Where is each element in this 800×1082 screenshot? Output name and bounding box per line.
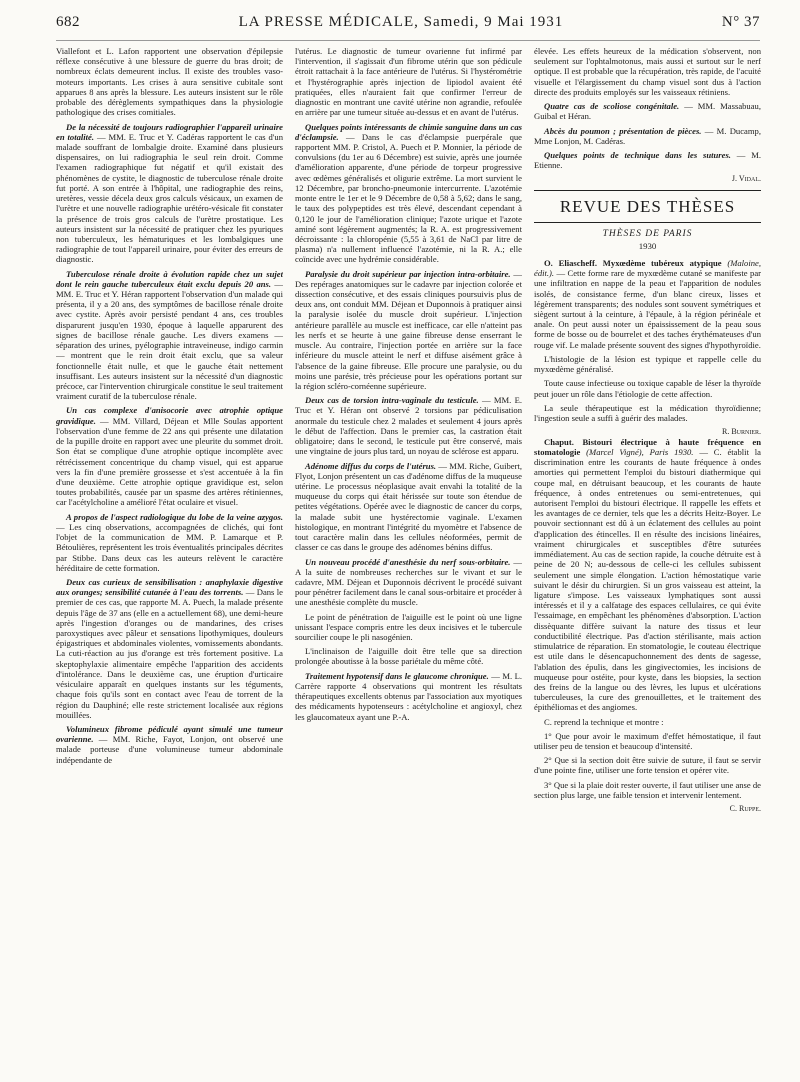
article: [295, 461, 522, 553]
list-item: 1° Que pour avoir le maximum d'effet hémostatique, il faut utiliser peu de tension et beaucoup d'intensité.: [534, 730, 761, 752]
article: [56, 269, 283, 402]
article-title: Paralysie du droit supérieur par injection intra-orbitaire.: [305, 268, 511, 279]
review-text: — Cette forme rare de myxœdème cutané se manifeste par une infiltration en nappe de la peau et l'apparition de nodules isolés, de consistance ferme, d'un blanc cireux, lisses et légèrement transparents; des nodules sont souvent symétriques et siègent surtout à la ceinture, à l'épaule, à la région périnéale et anale. On peut aussi noter un épaississement de la peau sous forme de bosse ou de bourrelet et des taches érythémateuses d'un rouge vif. Le malade présente souvent des signes d'hypothyroïdie.: [534, 268, 761, 350]
journal-title: LA PRESSE MÉDICALE, Samedi, 9 Mai 1931: [238, 14, 564, 30]
paragraph: Toute cause infectieuse ou toxique capable de léser la thyroïde peut jouer un rôle dans l'étiologie de cette affection.: [534, 378, 761, 399]
list-item: 3° Que si la plaie doit rester ouverte, il faut utiliser une anse de section plus large, une faible tension et intervenir lentement.: [534, 779, 761, 800]
article-text: — M. L. Carrère rapporte 4 observations qui montrent les résultats thérapeutiques excellents obtenus par l'association aux myotiques des médicaments hypotenseurs : acétylcholine et angioxyl, chez les glaucomateux ayant une P.-A.: [295, 670, 522, 722]
article: [295, 269, 522, 392]
review-publisher: (Maloine, édit.).: [534, 257, 761, 279]
article-text: — Des repérages anatomiques sur le cadavre par injection colorée et dissection consécutive, et des essais cliniques poursuivis plus de deux ans, ont conduit MM. Déjean et Duponnois à pratiquer ainsi la paralysie isolée du muscle droit supérieur. L'injection antérieure parallèle au muscle est inefficace, car elle n'atteint pas les nerfs et se heurte à une gaine fibreuse dense enserrant le muscle. Au contraire, l'injection portée en arrière sur la face inférieure du muscle atteint le nerf et diffuse aisément grâce à l'absence de la gaine fibreuse. Elle procure une paralysie, ou du moins une parésie, très précieuse pour les opérations portant sur la région scléro-cornéenne supérieure.: [295, 268, 522, 391]
article-title: Quatre cas de scoliose congénitale.: [544, 101, 680, 112]
article: [534, 150, 761, 170]
article: [295, 395, 522, 456]
article-title: Un cas complexe d'anisocorie avec atrophie optique gravidique.: [56, 405, 283, 426]
article: [295, 671, 522, 722]
paragraph: l'utérus. Le diagnostic de tumeur ovarienne fut infirmé par l'intervention, il s'agissait d'un fibrome utérin que son pédicule étroit rattachait à la face antérieure de l'utérus. Si l'hystérométrie et l'hystérographie après injection de lipiodol avaient été pratiquées, elles n'auraient fait que confirmer l'erreur de diagnostic en montrant une cavité utérine non agrandie, refoulée en arrière par une tumeur située au-dessus et en avant de l'utérus.: [295, 46, 522, 118]
article: [534, 126, 761, 146]
article-text: — Dans le premier de ces cas, que rapporte M. A. Puech, la malade présente depuis l'âge de 37 ans (elle en a actuellement 68), une demi-heure après l'ingestion d'oranges ou de mandarines, des crises paroxystiques avec pâleur et sensations lipothymiques, douleurs épigastriques et abdominales violentes, vomissements abondants. La cuti-réaction au jus d'orange est très fortement positive. La skeptophylaxie alimentaire empêche l'apparition des accidents d'intolérance. Dans le deuxième cas, une éruption d'urticaire vésiculaire apparaît en quelques instants sur les téguments, chaque fois qu'ils sont en contact avec l'eau de torrent de la région du Dauphiné; elle reste strictement localisée aux régions mouillées.: [56, 587, 283, 720]
text-columns: [56, 46, 762, 1076]
paragraph: élevée. Les effets heureux de la médication s'observent, non seulement sur l'ophtalmotonus, mais aussi et surtout sur le nerf optique. Il est probable que la récupération, très rapide, de l'acuité visuelle et l'élargissement du champ visuel sont dus à l'action directe des produits employés sur les vaisseaux rétiniens.: [534, 46, 761, 97]
article-title: Abcès du poumon ; présentation de pièces.: [544, 125, 702, 136]
article-title: Deux cas curieux de sensibilisation : anaphylaxie digestive aux oranges; sensibilité cutanée à l'eau des torrents.: [56, 576, 283, 598]
article-title: Quelques points intéressants de chimie sanguine dans un cas d'éclampsie.: [295, 121, 522, 142]
article-text: — MM. Villard, Déjean et Mlle Soulas apportent l'observation d'une femme de 22 ans qui présente une dilatation de la pupille droite en rapport avec une pleurite du sommet droit. Son état se complique d'une atrophie optique incomplète avec rétrécissement concentrique du champ visuel, qui est apparue vers la fin d'une première grossesse et s'est accentuée à la fin d'une deuxième. Cette atrophie optique gravidique est, selon toutes probabilités, causée par un spasme des artères rétiniennes, car l'acétylcholine a amélioré l'état oculaire et visuel.: [56, 415, 283, 508]
article: [56, 512, 283, 573]
paragraph: Le point de pénétration de l'aiguille est le point où une ligne unissant l'espace compris entre les deux incisives et le tubercule sourcilier coupe le pli nasogénien.: [295, 611, 522, 643]
article-title: Deux cas de torsion intra-vaginale du testicule.: [305, 395, 479, 406]
column-1: [56, 46, 283, 1076]
paragraph: L'inclinaison de l'aiguille doit être telle que sa direction prolongée aboutisse à la bosse pariétale du même côté.: [295, 646, 522, 667]
article-text: — MM. Riche, Guibert, Flyot, Lonjon présentent un cas d'adénome diffus de la muqueuse utérine. Le processus néoplasique avait envahi la totalité de la muqueuse du corps qui était hérissée sur toute son étendue de petites végétations. Opérée avec le diagnostic de cancer du corps, la malade subit une hystérectomie vaginale. L'examen histologique, en montrant l'intégrité du myomètre et l'absence de tout caractère malin dans les cellules néoformées, permit de classer ce cas dans le groupe des adénomes bénins diffus.: [295, 460, 522, 553]
page-header: [56, 14, 760, 41]
article-title: Traitement hypotensif dans le glaucome chronique.: [305, 670, 489, 681]
article-title: Quelques points de technique dans les sutures.: [544, 149, 731, 160]
issue-number: N° 37: [721, 14, 760, 30]
article-text: — MM. Riche, Fayot, Lonjon, ont observé une malade porteuse d'une volumineuse tumeur abdominale indépendante de: [56, 734, 283, 765]
article: [295, 122, 522, 265]
article: [56, 577, 283, 720]
paragraph: L'histologie de la lésion est typique et rappelle celle du myxœdème généralisé.: [534, 353, 761, 375]
section-title: REVUE DES THÈSES: [534, 190, 761, 223]
review: [534, 258, 761, 350]
article: [295, 557, 522, 608]
paragraph: C. reprend la technique et montre :: [544, 716, 664, 727]
article-text: — M. Etienne.: [534, 149, 761, 171]
signature: C. Ruppe.: [729, 804, 761, 814]
article-title: Adénome diffus du corps de l'utérus.: [305, 460, 437, 471]
article: [56, 724, 283, 765]
column-2: [295, 46, 522, 1076]
signature: R. Burnier.: [721, 427, 761, 437]
article-text: — MM. Massabuau, Guibal et Héran.: [534, 101, 761, 122]
article: [56, 405, 283, 507]
article-title: De la nécessité de toujours radiographier l'appareil urinaire en totalité.: [56, 121, 283, 142]
article-text: — M. Ducamp, Mme Lonjon, M. Cadéras.: [534, 125, 761, 146]
article-title: Tuberculose rénale droite à évolution rapide chez un sujet dont le rein gauche tuberculeux était exclu depuis 20 ans.: [56, 268, 283, 289]
page-number: 682: [56, 14, 80, 30]
list-item: 2° Que si la section doit être suivie de suture, il faut se servir d'une pointe fine, utiliser une forte tension et opérer vite.: [534, 755, 761, 776]
article-text: — MM. E. Truc et Y. Cadéras rapportent le cas d'un malade souffrant de lombalgie droite. Examiné dans plusieurs dispensaires, on lui radiographia le seul rein droit. Comme l'examen radiographique fut négatif et qu'il existait des phénomènes de cystite, le diagnostic de tuberculose rénale droite fut porté. A son entrée à l'hôpital, une radiographie des reins, uretères, vessie décela deux gros calculs vésicaux, un examen de l'urètre et une nouvelle radiographie urétéro-vésicale fit constater la présence de trois gros calculs de l'urètre prostatique. Les auteurs insistent sur la nécessité de pratiquer chez les pyuriques non tuberculeux, les hématuriques et les lombalgiques une radiographie de tout l'appareil urinaire, pour éviter des erreurs de diagnostic.: [56, 131, 283, 265]
article-title: Volumineux fibrome pédiculé ayant simulé une tumeur ovarienne.: [56, 724, 283, 745]
article-text: — MM. E. Truc et Y. Héran ont observé 2 torsions par pédiculisation anormale du testicule chez 2 malades et seulement 4 jours après le début de l'affection. Dans le premier cas, la castration était obligatoire; dans le second, le testicule put être conservé, mais une vingtaine de jours plus tard, un noyau de sclérose est apparu.: [295, 395, 522, 457]
article: [534, 101, 761, 121]
paragraph: La seule thérapeutique est la médication thyroïdienne; l'ingestion seule a suffi à guérir des malades.: [534, 402, 761, 423]
article-text: — Les cinq observations, accompagnées de clichés, qui font l'objet de la communication de MM. P. Lamarque et P. Bétoulières, représentent les trois éventualités principales décrites par Stibbe. Dans deux cas les auteurs relèvent le caractère héréditaire de cette formation.: [56, 521, 283, 573]
section-year: 1930: [638, 241, 657, 252]
article-text: — MM. E. Truc et Y. Héran rapportent l'observation d'un malade qui présenta, il y a 20 ans, des symptômes de bacillose rénale droite avec cystite. Après avoir persisté pendant 4 ans, ces troubles disparurent jusqu'en 1930, époque à laquelle apparurent des signes de bacillose rénale gauche. Les divers examens — séparation des urines, pyélographie intraveineuse, indigo carmin — montrent que le rein droit était exclu, que sa valeur fonctionnelle était nulle, et que le gauche était nettement insuffisant. Les auteurs insistent sur la nécessité d'un diagnostic précoce, car l'intervention chirurgicale constitue le seul traitement vraiment curatif de la tuberculose rénale.: [56, 278, 283, 402]
article-text: — A la suite de nombreuses recherches sur le vivant et sur le cadavre, MM. Déjean et Duponnois décrivent le procédé suivant pour pénétrer facilement dans le canal sous-orbitaire et procéder à une anesthésie complète du muscle.: [295, 556, 522, 608]
article-title: A propos de l'aspect radiologique du lobe de la veine azygos.: [66, 511, 283, 522]
article-text: — Dans le cas d'éclampsie puerpérale que rapportent MM. P. Cristol, A. Puech et P. Monnier, la période de convulsions (du 1er au 6 Décembre) est suivie, après une journée d'amélioration apparente, d'une période de torpeur progressive avec œdèmes généralisés et oligurie extrême. La mort survient le 12 Décembre, par broncho-pneumonie intercurrente. L'azotémie monte entre le 1er et le 9 Décembre de 0,58 à 5,62; dans le sang, le taux des polypeptides est très élevé, descendant cependant à 0,120 le jour de l'amélioration clinique; l'azote urique et l'azote aminé sont légèrement augmentés; la R. A. est progressivement décroissante : la chloropénie (5,55 à 3,61 de NaCl par litre de plasma) n'a nullement influencé l'azotémie, ni la R. A.; elle coïncide avec une hydrémie considérable.: [295, 131, 522, 265]
signature: J. Vidal.: [731, 174, 761, 184]
article: [56, 122, 283, 265]
review-text: — C. établit la discrimination entre les courants de haute fréquence à ondes amorties qui permettent l'emploi du bistouri diathermique qui coupe mal, en détruisant beaucoup, et les courants de haute fréquence, à ondes entretenues ou semi-entretenues, qui autorisent l'emploi du bistouri électrique. Il rappelle les effets et les avantages de ce dernier, tels que les a décrits Heitz-Boyer. Le pouvoir sectionnant est dû à un éclatement des cellules au point d'application des étincelles. Il en résulte des incisions linéaires, vraiment chirurgicales et susceptibles d'être suturées immédiatement. Au cas de section rapide, la couche détruite est à peine de 20 N; au-dessous de celle-ci les cellules subissent seulement une simple élongation. L'action hémostatique varie suivant le désir du chirurgien. Si un gros vaisseau est atteint, la ligature s'impose. Les vaisseaux lymphatiques sont aussi intéressés et il y a calfatage des espaces cellulaires, ce qui évite l'essaimage, en empêchant les phénomènes d'absorption. L'action dissèquante diffère suivant la nature des tissus et leur conductibilité électrique. Pas d'action stérilisante, mais action stimulatrice de réparation. En stomatologie, le couteau électrique est utile dans le désencapuchonnement des dents de sagesse, l'ablation des épulis, dans les gingivectomies, les incisions de muqueuse pour ostéite, pour kyste, dans les biopsies, la section des freins de la langue ou des lèvres, les lupus et ulcérations tuberculeuses, la cure des grenouillettes, et le traitement des épithéliomas et des angiomes.: [534, 446, 761, 713]
section-subheading: THÈSES DE PARIS: [602, 229, 693, 240]
review: [534, 437, 761, 713]
column-3: [534, 46, 761, 1076]
review-heading: Chaput. Bistouri électrique à haute fréquence en stomatologie: [534, 436, 761, 457]
article-title: Un nouveau procédé d'anesthésie du nerf sous-orbitaire.: [305, 556, 511, 567]
paragraph: Viallefont et L. Lafon rapportent une observation d'épilepsie réflexe consécutive à une blessure de guerre du bras droit; de nombreux éclats demeurent inclus. Il existe des troubles vaso-moteurs importants. Les crises à aura sensitive cubitale sont apparues 8 ans après la blessure. Les auteurs insistent sur le rôle probable des dérèglements sympathiques dans la physiologie pathologique des crises comitiales.: [56, 46, 283, 118]
review-heading: O. Eliascheff. Myxœdème tubéreux atypique: [544, 257, 722, 268]
review-publisher: (Marcel Vigné), Paris 1930.: [586, 446, 694, 457]
